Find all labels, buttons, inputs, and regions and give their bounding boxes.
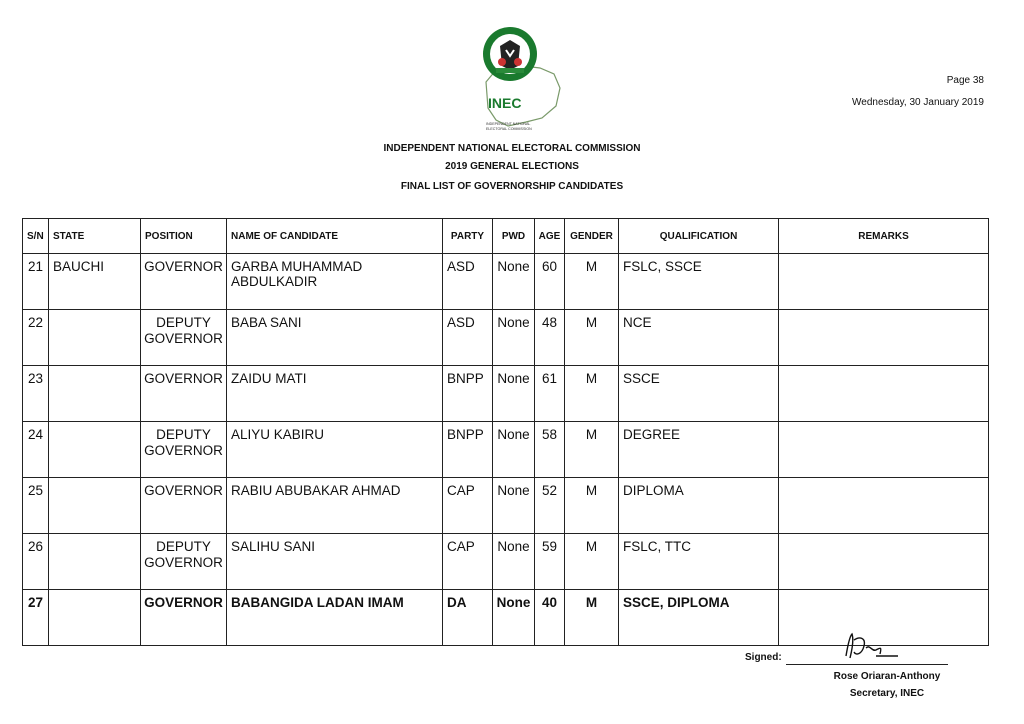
cell-name: SALIHU SANI (227, 534, 443, 590)
col-sn: S/N (23, 219, 49, 254)
cell-state (49, 534, 141, 590)
logo-text: INEC (488, 95, 522, 111)
position-line: GOVERNOR (144, 483, 223, 498)
cell-remarks (779, 422, 989, 478)
cell-qualification: SSCE, DIPLOMA (619, 590, 779, 646)
col-party: PARTY (443, 219, 493, 254)
cell-party: ASD (443, 254, 493, 310)
cell-qualification: SSCE (619, 366, 779, 422)
cell-position (141, 254, 227, 310)
position-line: DEPUTY (156, 427, 211, 442)
cell-party: CAP (443, 534, 493, 590)
table-row (23, 478, 989, 534)
cell-name: GARBA MUHAMMAD ABDULKADIR (227, 254, 443, 310)
cell-name: BABANGIDA LADAN IMAM (227, 590, 443, 646)
cell-age: 61 (535, 366, 565, 422)
cell-name: ALIYU KABIRU (227, 422, 443, 478)
page-date: Wednesday, 30 January 2019 (852, 97, 984, 108)
cell-pwd: None (493, 366, 535, 422)
position-line: GOVERNOR (144, 371, 223, 386)
page-number: Page 38 (946, 75, 984, 86)
cell-gender: M (565, 590, 619, 646)
cell-pwd: None (493, 254, 535, 310)
table-row (23, 534, 989, 590)
cell-sn: 27 (23, 590, 49, 646)
cell-party: BNPP (443, 366, 493, 422)
cell-party: DA (443, 590, 493, 646)
cell-pwd: None (493, 534, 535, 590)
cell-position (141, 590, 227, 646)
col-qualification: QUALIFICATION (619, 219, 779, 254)
cell-name: BABA SANI (227, 310, 443, 366)
col-position: POSITION (141, 219, 227, 254)
cell-gender: M (565, 310, 619, 366)
cell-pwd: None (493, 310, 535, 366)
position-line: GOVERNOR (144, 331, 223, 346)
cell-gender: M (565, 366, 619, 422)
cell-gender: M (565, 254, 619, 310)
signature-image (836, 626, 902, 666)
title-elections: 2019 GENERAL ELECTIONS (445, 161, 579, 172)
cell-qualification: DIPLOMA (619, 478, 779, 534)
signed-label: Signed: (745, 652, 782, 663)
cell-age: 59 (535, 534, 565, 590)
cell-gender: M (565, 422, 619, 478)
cell-pwd: None (493, 422, 535, 478)
cell-sn: 26 (23, 534, 49, 590)
cell-position (141, 534, 227, 590)
cell-qualification: FSLC, SSCE (619, 254, 779, 310)
cell-qualification: FSLC, TTC (619, 534, 779, 590)
table-row (23, 366, 989, 422)
cell-position (141, 478, 227, 534)
signatory-name: Rose Oriaran-Anthony (833, 671, 941, 682)
cell-state (49, 590, 141, 646)
cell-sn: 22 (23, 310, 49, 366)
cell-position (141, 310, 227, 366)
title-commission: INDEPENDENT NATIONAL ELECTORAL COMMISSION (383, 143, 641, 154)
col-pwd: PWD (493, 219, 535, 254)
table-row (23, 254, 989, 310)
cell-remarks (779, 478, 989, 534)
logo-subtext: INDEPENDENT NATIONAL (486, 122, 531, 126)
cell-sn: 25 (23, 478, 49, 534)
cell-sn: 21 (23, 254, 49, 310)
cell-qualification: DEGREE (619, 422, 779, 478)
cell-age: 52 (535, 478, 565, 534)
cell-pwd: None (493, 590, 535, 646)
position-line: DEPUTY (156, 539, 211, 554)
table-row (23, 422, 989, 478)
col-name: NAME OF CANDIDATE (227, 219, 443, 254)
signature-line (786, 664, 948, 665)
cell-name: ZAIDU MATI (227, 366, 443, 422)
table-row (23, 310, 989, 366)
table-header-row (23, 219, 989, 254)
cell-age: 48 (535, 310, 565, 366)
cell-age: 60 (535, 254, 565, 310)
position-line: GOVERNOR (144, 595, 223, 610)
cell-state (49, 310, 141, 366)
title-list: FINAL LIST OF GOVERNORSHIP CANDIDATES (400, 181, 624, 192)
cell-state (49, 478, 141, 534)
cell-remarks (779, 310, 989, 366)
cell-gender: M (565, 534, 619, 590)
cell-qualification: NCE (619, 310, 779, 366)
cell-party: CAP (443, 478, 493, 534)
cell-state (49, 422, 141, 478)
cell-state: BAUCHI (49, 254, 141, 310)
cell-position (141, 422, 227, 478)
cell-party: BNPP (443, 422, 493, 478)
cell-sn: 23 (23, 366, 49, 422)
cell-remarks (779, 254, 989, 310)
cell-remarks (779, 366, 989, 422)
cell-remarks (779, 534, 989, 590)
cell-party: ASD (443, 310, 493, 366)
svg-text:ELECTORAL COMMISSION: ELECTORAL COMMISSION (486, 127, 532, 131)
col-gender: GENDER (565, 219, 619, 254)
position-line: GOVERNOR (144, 443, 223, 458)
cell-gender: M (565, 478, 619, 534)
candidates-table (22, 218, 989, 646)
position-line: DEPUTY (156, 315, 211, 330)
cell-sn: 24 (23, 422, 49, 478)
cell-age: 58 (535, 422, 565, 478)
col-age: AGE (535, 219, 565, 254)
inec-logo (478, 22, 564, 140)
col-state: STATE (49, 219, 141, 254)
cell-name: RABIU ABUBAKAR AHMAD (227, 478, 443, 534)
position-line: GOVERNOR (144, 259, 223, 274)
coat-of-arms-icon (483, 27, 537, 81)
cell-position (141, 366, 227, 422)
cell-state (49, 366, 141, 422)
cell-age: 40 (535, 590, 565, 646)
col-remarks: REMARKS (779, 219, 989, 254)
cell-pwd: None (493, 478, 535, 534)
position-line: GOVERNOR (144, 555, 223, 570)
signatory-title: Secretary, INEC (849, 688, 925, 699)
